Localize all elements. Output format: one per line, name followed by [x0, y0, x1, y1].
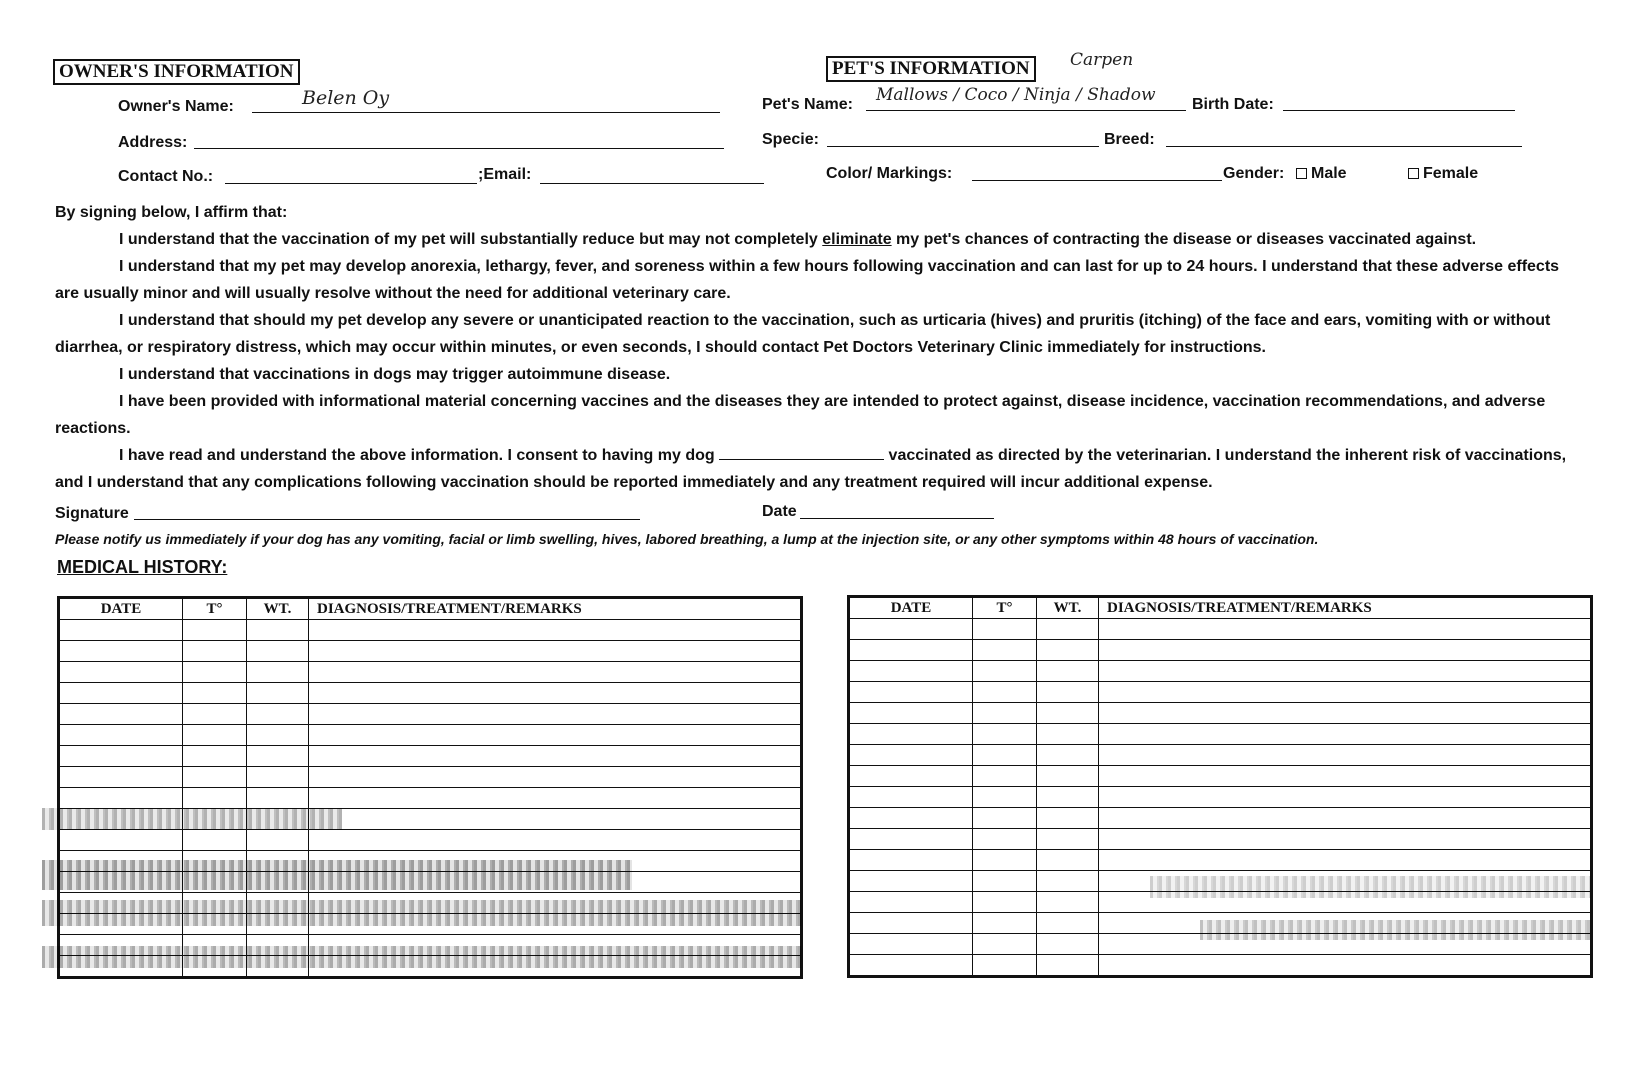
- owner-name-label: Owner's Name:: [118, 98, 234, 115]
- table-row: [849, 913, 1592, 934]
- specie-field[interactable]: [827, 128, 1099, 147]
- date-cell[interactable]: [849, 766, 973, 787]
- email-label: ;Email:: [478, 166, 532, 183]
- temp-cell[interactable]: [973, 787, 1037, 808]
- pet-name-label: Pet's Name:: [762, 96, 853, 113]
- temp-cell[interactable]: [183, 767, 247, 788]
- weight-cell[interactable]: [247, 851, 309, 872]
- date-cell[interactable]: [849, 955, 973, 977]
- table-row: [59, 620, 802, 641]
- col-temp-header: T°: [973, 597, 1037, 619]
- remarks-cell[interactable]: [309, 935, 802, 956]
- weight-cell[interactable]: [1037, 703, 1099, 724]
- table-row: [849, 808, 1592, 829]
- temp-cell[interactable]: [183, 872, 247, 893]
- weight-cell[interactable]: [1037, 787, 1099, 808]
- temp-cell[interactable]: [183, 788, 247, 809]
- female-checkbox[interactable]: [1408, 168, 1419, 179]
- table-row: [849, 745, 1592, 766]
- weight-cell[interactable]: [247, 809, 309, 830]
- weight-cell[interactable]: [1037, 724, 1099, 745]
- breed-label: Breed:: [1104, 131, 1155, 148]
- gender-male-option[interactable]: Male: [1296, 165, 1347, 183]
- medical-history-title: MEDICAL HISTORY:: [57, 557, 228, 577]
- temp-cell[interactable]: [973, 766, 1037, 787]
- remarks-cell[interactable]: [309, 683, 802, 704]
- consent-paragraph-1: I understand that the vaccination of my pet will substantially reduce but may not completely eliminate my pet's chances of contracting the disease or diseases vaccinated against.: [119, 231, 1477, 248]
- date-field[interactable]: [800, 500, 994, 519]
- weight-cell[interactable]: [1037, 661, 1099, 682]
- date-cell[interactable]: [849, 829, 973, 850]
- medical-history-table-right: [847, 595, 1593, 978]
- weight-cell[interactable]: [1037, 808, 1099, 829]
- date-cell[interactable]: [849, 703, 973, 724]
- remarks-cell[interactable]: [1099, 724, 1592, 745]
- color-markings-field[interactable]: [972, 162, 1222, 181]
- weight-cell[interactable]: [247, 956, 309, 978]
- remarks-cell[interactable]: [309, 809, 802, 830]
- date-cell[interactable]: [849, 661, 973, 682]
- remarks-cell[interactable]: [1099, 808, 1592, 829]
- date-cell[interactable]: [59, 830, 183, 851]
- remarks-cell[interactable]: [1099, 640, 1592, 661]
- date-cell[interactable]: [849, 724, 973, 745]
- temp-cell[interactable]: [183, 893, 247, 914]
- remarks-cell[interactable]: [309, 893, 802, 914]
- contact-label: Contact No.:: [118, 168, 214, 185]
- weight-cell[interactable]: [247, 662, 309, 683]
- consent-paragraph-2: I understand that my pet may develop anorexia, lethargy, fever, and soreness within a few hours following vaccination and can last for up to 24 hours. I understand that these adverse effects are usually minor and will usually resolve without the need for additional veterinary care.: [55, 258, 1560, 302]
- temp-cell[interactable]: [183, 956, 247, 978]
- weight-cell[interactable]: [247, 746, 309, 767]
- date-cell[interactable]: [59, 935, 183, 956]
- temp-cell[interactable]: [973, 808, 1037, 829]
- table-row: [849, 703, 1592, 724]
- date-cell[interactable]: [849, 934, 973, 955]
- table-row: [59, 851, 802, 872]
- col-date-header: DATE: [59, 598, 183, 620]
- temp-cell[interactable]: [973, 724, 1037, 745]
- temp-cell[interactable]: [973, 871, 1037, 892]
- date-cell[interactable]: [59, 893, 183, 914]
- table-row: [59, 914, 802, 935]
- remarks-cell[interactable]: [1099, 745, 1592, 766]
- table-row: [849, 955, 1592, 977]
- date-cell[interactable]: [59, 746, 183, 767]
- temp-cell[interactable]: [183, 851, 247, 872]
- weight-cell[interactable]: [1037, 850, 1099, 871]
- pet-handwritten-note: Carpen: [1070, 50, 1134, 70]
- remarks-cell[interactable]: [1099, 934, 1592, 955]
- remarks-cell[interactable]: [1099, 955, 1592, 977]
- signature-label: Signature: [55, 505, 129, 522]
- weight-cell[interactable]: [1037, 640, 1099, 661]
- signature-field[interactable]: [134, 501, 640, 520]
- remarks-cell[interactable]: [309, 662, 802, 683]
- remarks-cell[interactable]: [1099, 787, 1592, 808]
- date-cell[interactable]: [59, 788, 183, 809]
- consent-block: [55, 199, 1575, 496]
- weight-cell[interactable]: [247, 935, 309, 956]
- col-remarks-header: DIAGNOSIS/TREATMENT/REMARKS: [309, 598, 802, 620]
- date-cell[interactable]: [59, 683, 183, 704]
- date-cell[interactable]: [59, 872, 183, 893]
- email-field[interactable]: [540, 165, 764, 184]
- date-cell[interactable]: [849, 808, 973, 829]
- temp-cell[interactable]: [183, 683, 247, 704]
- address-field[interactable]: [194, 130, 724, 149]
- dog-name-blank[interactable]: [719, 447, 884, 460]
- consent-intro: By signing below, I affirm that:: [55, 204, 288, 221]
- temp-cell[interactable]: [973, 682, 1037, 703]
- table-row: [849, 682, 1592, 703]
- date-cell[interactable]: [849, 871, 973, 892]
- table-row: [59, 872, 802, 893]
- col-remarks-header: DIAGNOSIS/TREATMENT/REMARKS: [1099, 597, 1592, 619]
- consent-paragraph-3: I understand that should my pet develop any severe or unanticipated reaction to the vaccination, such as urticaria (hives) and pruritis (itching) of the face and ears, vomiting with or without diarrhea, or respiratory distress, which may occur within minutes, or even seconds, I should contact Pet Doctors Veterinary Clinic immediately for instructions.: [55, 312, 1551, 356]
- date-cell[interactable]: [59, 704, 183, 725]
- table-row: [59, 725, 802, 746]
- table-row: [849, 661, 1592, 682]
- gender-label: Gender:: [1223, 165, 1285, 182]
- temp-cell[interactable]: [973, 661, 1037, 682]
- date-cell[interactable]: [849, 640, 973, 661]
- weight-cell[interactable]: [1037, 682, 1099, 703]
- weight-cell[interactable]: [1037, 745, 1099, 766]
- remarks-cell[interactable]: [309, 641, 802, 662]
- col-date-header: DATE: [849, 597, 973, 619]
- remarks-cell[interactable]: [1099, 892, 1592, 913]
- remarks-cell[interactable]: [309, 851, 802, 872]
- contact-field[interactable]: [225, 165, 477, 184]
- weight-cell[interactable]: [247, 620, 309, 641]
- table-row: [849, 787, 1592, 808]
- date-label: Date: [762, 503, 797, 520]
- remarks-cell[interactable]: [1099, 871, 1592, 892]
- symptom-notice: Please notify us immediately if your dog has any vomiting, facial or limb swelling, hives, labored breathing, a lump at the injection site, or any other symptoms within 48 hours of vaccination.: [55, 531, 1319, 547]
- weight-cell[interactable]: [1037, 955, 1099, 977]
- date-cell[interactable]: [59, 641, 183, 662]
- weight-cell[interactable]: [247, 767, 309, 788]
- table-row: [59, 662, 802, 683]
- gender-female-option[interactable]: Female: [1408, 165, 1478, 183]
- remarks-cell[interactable]: [1099, 850, 1592, 871]
- birth-date-field[interactable]: [1283, 92, 1515, 111]
- table-row: [59, 788, 802, 809]
- date-cell[interactable]: [59, 767, 183, 788]
- temp-cell[interactable]: [183, 809, 247, 830]
- col-temp-header: T°: [183, 598, 247, 620]
- table-row: [59, 683, 802, 704]
- date-cell[interactable]: [59, 662, 183, 683]
- remarks-cell[interactable]: [309, 914, 802, 935]
- temp-cell[interactable]: [973, 955, 1037, 977]
- remarks-cell[interactable]: [309, 956, 802, 978]
- date-cell[interactable]: [849, 850, 973, 871]
- weight-cell[interactable]: [247, 704, 309, 725]
- temp-cell[interactable]: [183, 746, 247, 767]
- remarks-cell[interactable]: [309, 872, 802, 893]
- weight-cell[interactable]: [1037, 892, 1099, 913]
- table-row: [59, 809, 802, 830]
- remarks-cell[interactable]: [1099, 829, 1592, 850]
- weight-cell[interactable]: [1037, 619, 1099, 640]
- temp-cell[interactable]: [183, 830, 247, 851]
- male-checkbox[interactable]: [1296, 168, 1307, 179]
- table-row: [849, 850, 1592, 871]
- temp-cell[interactable]: [973, 934, 1037, 955]
- consent-paragraph-6: I have read and understand the above information. I consent to having my dog vaccinated as directed by the veterinarian. I understand the inherent risk of vaccinations, and I understand that any complications following vaccination should be reported immediately and any treatment required will incur additional expense.: [55, 447, 1567, 491]
- temp-cell[interactable]: [973, 745, 1037, 766]
- date-cell[interactable]: [849, 892, 973, 913]
- col-weight-header: WT.: [1037, 597, 1099, 619]
- temp-cell[interactable]: [183, 704, 247, 725]
- specie-label: Specie:: [762, 131, 819, 148]
- table-row: [849, 724, 1592, 745]
- remarks-cell[interactable]: [309, 767, 802, 788]
- weight-cell[interactable]: [247, 893, 309, 914]
- remarks-cell[interactable]: [1099, 682, 1592, 703]
- temp-cell[interactable]: [973, 829, 1037, 850]
- table-row: [59, 893, 802, 914]
- date-cell[interactable]: [59, 809, 183, 830]
- temp-cell[interactable]: [183, 725, 247, 746]
- date-cell[interactable]: [59, 851, 183, 872]
- temp-cell[interactable]: [183, 935, 247, 956]
- date-cell[interactable]: [59, 620, 183, 641]
- table-row: [59, 641, 802, 662]
- table-row: [849, 619, 1592, 640]
- table-row: [59, 935, 802, 956]
- weight-cell[interactable]: [1037, 766, 1099, 787]
- col-weight-header: WT.: [247, 598, 309, 620]
- remarks-cell[interactable]: [309, 620, 802, 641]
- birth-date-label: Birth Date:: [1192, 96, 1274, 113]
- table-row: [849, 766, 1592, 787]
- date-cell[interactable]: [59, 914, 183, 935]
- remarks-cell[interactable]: [309, 788, 802, 809]
- weight-cell[interactable]: [247, 830, 309, 851]
- owner-section-title: OWNER'S INFORMATION: [53, 59, 300, 85]
- remarks-cell[interactable]: [309, 725, 802, 746]
- date-cell[interactable]: [59, 725, 183, 746]
- address-label: Address:: [118, 134, 188, 151]
- weight-cell[interactable]: [247, 872, 309, 893]
- table-row: [849, 871, 1592, 892]
- table-row: [59, 746, 802, 767]
- breed-field[interactable]: [1166, 128, 1522, 147]
- temp-cell[interactable]: [973, 703, 1037, 724]
- owner-name-value: Belen Oy: [302, 87, 390, 109]
- remarks-cell[interactable]: [1099, 661, 1592, 682]
- table-row: [849, 892, 1592, 913]
- temp-cell[interactable]: [183, 662, 247, 683]
- date-cell[interactable]: [849, 787, 973, 808]
- temp-cell[interactable]: [973, 913, 1037, 934]
- consent-paragraph-4: I understand that vaccinations in dogs may trigger autoimmune disease.: [119, 366, 671, 383]
- weight-cell[interactable]: [247, 725, 309, 746]
- weight-cell[interactable]: [1037, 829, 1099, 850]
- weight-cell[interactable]: [1037, 871, 1099, 892]
- table-row: [849, 640, 1592, 661]
- temp-cell[interactable]: [973, 619, 1037, 640]
- date-cell[interactable]: [849, 619, 973, 640]
- remarks-cell[interactable]: [309, 830, 802, 851]
- date-cell[interactable]: [849, 682, 973, 703]
- weight-cell[interactable]: [247, 788, 309, 809]
- weight-cell[interactable]: [1037, 913, 1099, 934]
- date-cell[interactable]: [849, 913, 973, 934]
- weight-cell[interactable]: [1037, 934, 1099, 955]
- remarks-cell[interactable]: [1099, 703, 1592, 724]
- weight-cell[interactable]: [247, 683, 309, 704]
- consent-paragraph-5: I have been provided with informational material concerning vaccines and the diseases they are intended to protect against, disease incidence, vaccination recommendations, and adverse reactions.: [55, 393, 1546, 437]
- date-cell[interactable]: [59, 956, 183, 978]
- pet-section-title: PET'S INFORMATION: [826, 56, 1036, 82]
- temp-cell[interactable]: [973, 892, 1037, 913]
- medical-history-table-left: [57, 596, 803, 979]
- pet-name-value: Mallows / Coco / Ninja / Shadow: [876, 85, 1156, 105]
- table-row: [59, 956, 802, 978]
- temp-cell[interactable]: [973, 640, 1037, 661]
- date-cell[interactable]: [849, 745, 973, 766]
- remarks-cell[interactable]: [309, 746, 802, 767]
- temp-cell[interactable]: [183, 620, 247, 641]
- table-row: [59, 767, 802, 788]
- temp-cell[interactable]: [973, 850, 1037, 871]
- remarks-cell[interactable]: [1099, 766, 1592, 787]
- table-row: [59, 830, 802, 851]
- remarks-cell[interactable]: [1099, 913, 1592, 934]
- remarks-cell[interactable]: [1099, 619, 1592, 640]
- weight-cell[interactable]: [247, 641, 309, 662]
- temp-cell[interactable]: [183, 641, 247, 662]
- table-row: [59, 704, 802, 725]
- table-row: [849, 934, 1592, 955]
- weight-cell[interactable]: [247, 914, 309, 935]
- temp-cell[interactable]: [183, 914, 247, 935]
- color-markings-label: Color/ Markings:: [826, 165, 953, 182]
- table-row: [849, 829, 1592, 850]
- remarks-cell[interactable]: [309, 704, 802, 725]
